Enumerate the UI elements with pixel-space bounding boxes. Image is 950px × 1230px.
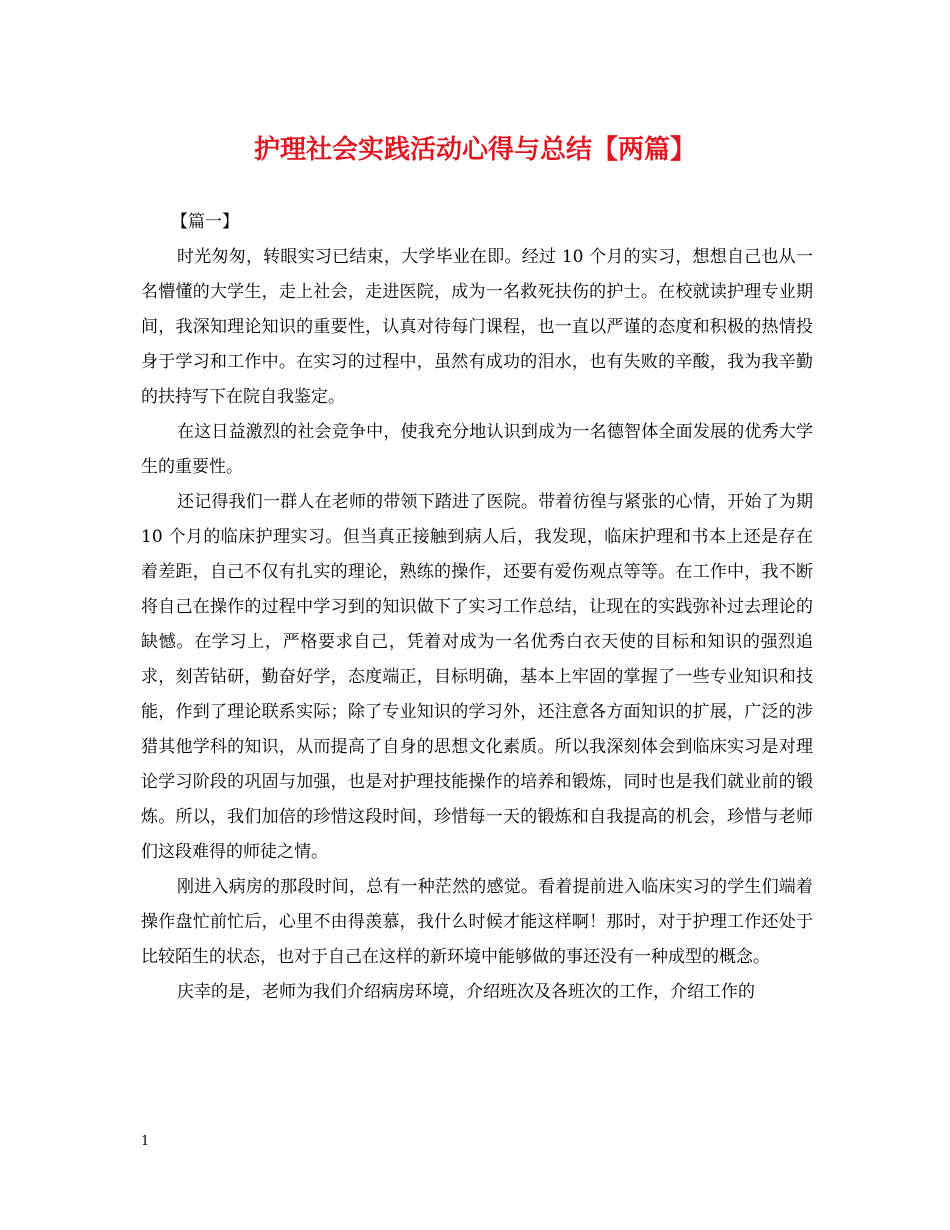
paragraph-3: 还记得我们一群人在老师的带领下踏进了医院。带着彷徨与紧张的心情，开始了为期 10 个月的临床护理实习。但当真正接触到病人后，我发现，临床护理和书本上还是存在着差距，自己不仅有扎实的理论，熟练的操作，还要有爱伤观点等等。在工作中，我不断将自己在操作的过程中学习到的知识做下了实习工作总结，让现在的实践弥补过去理论的缺憾。在学习上，严格要求自己，凭着对成为一名优秀白衣天使的目标和知识的强烈追求，刻苦钻研，勤奋好学，态度端正，目标明确，基本上牢固的掌握了一些专业知识和技能，作到了理论联系实际；除了专业知识的学习外，还注意各方面知识的扩展，广泛的涉猎其他学科的知识，从而提高了自身的思想文化素质。所以我深刻体会到临床实习是对理论学习阶段的巩固与加强，也是对护理技能操作的培养和锻炼，同时也是我们就业前的锻炼。所以，我们加倍的珍惜这段时间，珍惜每一天的锻炼和自我提高的机会，珍惜与老师们这段难得的师徒之情。 xyxy=(141,492,813,862)
paragraph-4: 刚进入病房的那段时间，总有一种茫然的感觉。看着提前进入临床实习的学生们端着操作盘忙前忙后，心里不由得羡慕，我什么时候才能这样啊！那时，对于护理工作还处于比较陌生的状态，也对于自己在这样的新环境中能够做的事还没有一种成型的概念。 xyxy=(141,877,813,967)
page-number: 1 xyxy=(141,1134,150,1149)
paragraph-5: 庆幸的是，老师为我们介绍病房环境，介绍班次及各班次的工作，介绍工作的 xyxy=(177,982,755,1002)
paragraph-2: 在这日益激烈的社会竞争中，使我充分地认识到成为一名德智体全面发展的优秀大学生的重要性。 xyxy=(141,422,813,477)
section-label: 【篇一】 xyxy=(171,212,239,232)
document-title: 护理社会实践活动心得与总结【两篇】 xyxy=(253,135,696,165)
paragraph-1: 时光匆匆，转眼实习已结束，大学毕业在即。经过 10 个月的实习，想想自己也从一名懵懂的大学生，走上社会，走进医院，成为一名救死扶伤的护士。在校就读护理专业期间，我深知理论知识的重要性，认真对待每门课程，也一直以严谨的态度和积极的热情投身于学习和工作中。在实习的过程中，虽然有成功的泪水，也有失败的辛酸，我为我辛勤的扶持写下在院自我鉴定。 xyxy=(141,247,813,407)
document-body xyxy=(141,205,813,1010)
